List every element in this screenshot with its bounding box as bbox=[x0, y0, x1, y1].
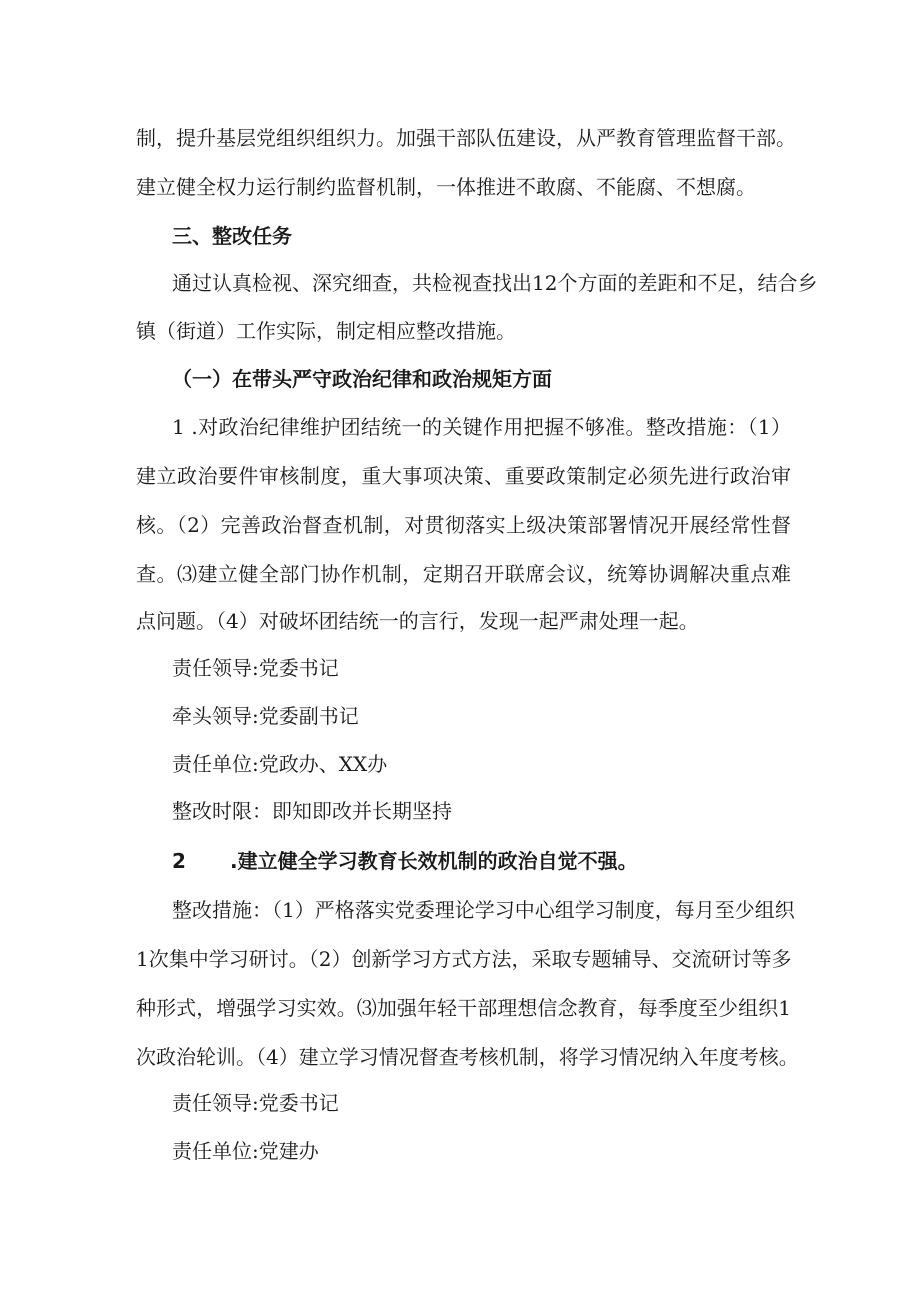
intro-line-2: 建立健全权力运行制约监督机制，一体推进不敢腐、不能腐、不想腐。 bbox=[136, 175, 756, 199]
section-para-line-1: 通过认真检视、深究细查，共检视查找出12个方面的差距和不足，结合乡 bbox=[172, 271, 818, 295]
intro-line-1: 制，提升基层党组织组织力。加强干部队伍建设，从严教育管理监督干部。 bbox=[136, 126, 796, 150]
item1-line-4: 查。⑶建立健全部门协作机制，定期召开联席会议，统筹协调解决重点难 bbox=[136, 562, 791, 586]
item2-title: .建立健全学习教育长效机制的政治自觉不强。 bbox=[230, 849, 638, 873]
item1-deadline: 整改时限：即知即改并长期坚持 bbox=[172, 799, 452, 823]
item2-line-4: 次政治轮训。（4）建立学习情况督查考核机制，将学习情况纳入年度考核。 bbox=[136, 1045, 799, 1069]
item1-line-2: 建立政治要件审核制度，重大事项决策、重要政策制定必须先进行政治审 bbox=[136, 464, 791, 488]
item1-line-3: 核。（2）完善政治督查机制，对贯彻落实上级决策部署情况开展经常性督 bbox=[136, 513, 791, 537]
section-para-line-2: 镇（街道）工作实际，制定相应整改措施。 bbox=[136, 319, 516, 343]
item2-responsible-leader: 责任领导:党委书记 bbox=[172, 1091, 339, 1115]
subsection-heading: （一）在带头严守政治纪律和政治规矩方面 bbox=[172, 367, 552, 391]
item2-heading bbox=[172, 848, 638, 874]
item2-responsible-unit: 责任单位:党建办 bbox=[172, 1139, 319, 1163]
item2-line-3: 种形式，增强学习实效。⑶加强年轻干部理想信念教育，每季度至少组织1 bbox=[136, 996, 791, 1020]
item2-line-2: 1次集中学习研讨。（2）创新学习方式方法，采取专题辅导、交流研讨等多 bbox=[136, 947, 792, 971]
item1-lead-leader: 牵头领导:党委副书记 bbox=[172, 704, 359, 728]
section-heading: 三、整改任务 bbox=[172, 224, 292, 248]
item1-line-5: 点问题。（4）对破坏团结统一的言行，发现一起严肃处理一起。 bbox=[136, 609, 699, 633]
item1-line-1: 1 .对政治纪律维护团结统一的关键作用把握不够准。整改措施：（1） bbox=[172, 415, 791, 439]
item2-number: 2 bbox=[172, 849, 186, 873]
item1-responsible-leader: 责任领导:党委书记 bbox=[172, 656, 339, 680]
item1-responsible-unit: 责任单位:党政办、XX办 bbox=[172, 752, 388, 776]
item2-line-1: 整改措施：（1）严格落实党委理论学习中心组学习制度，每月至少组织 bbox=[172, 898, 795, 922]
